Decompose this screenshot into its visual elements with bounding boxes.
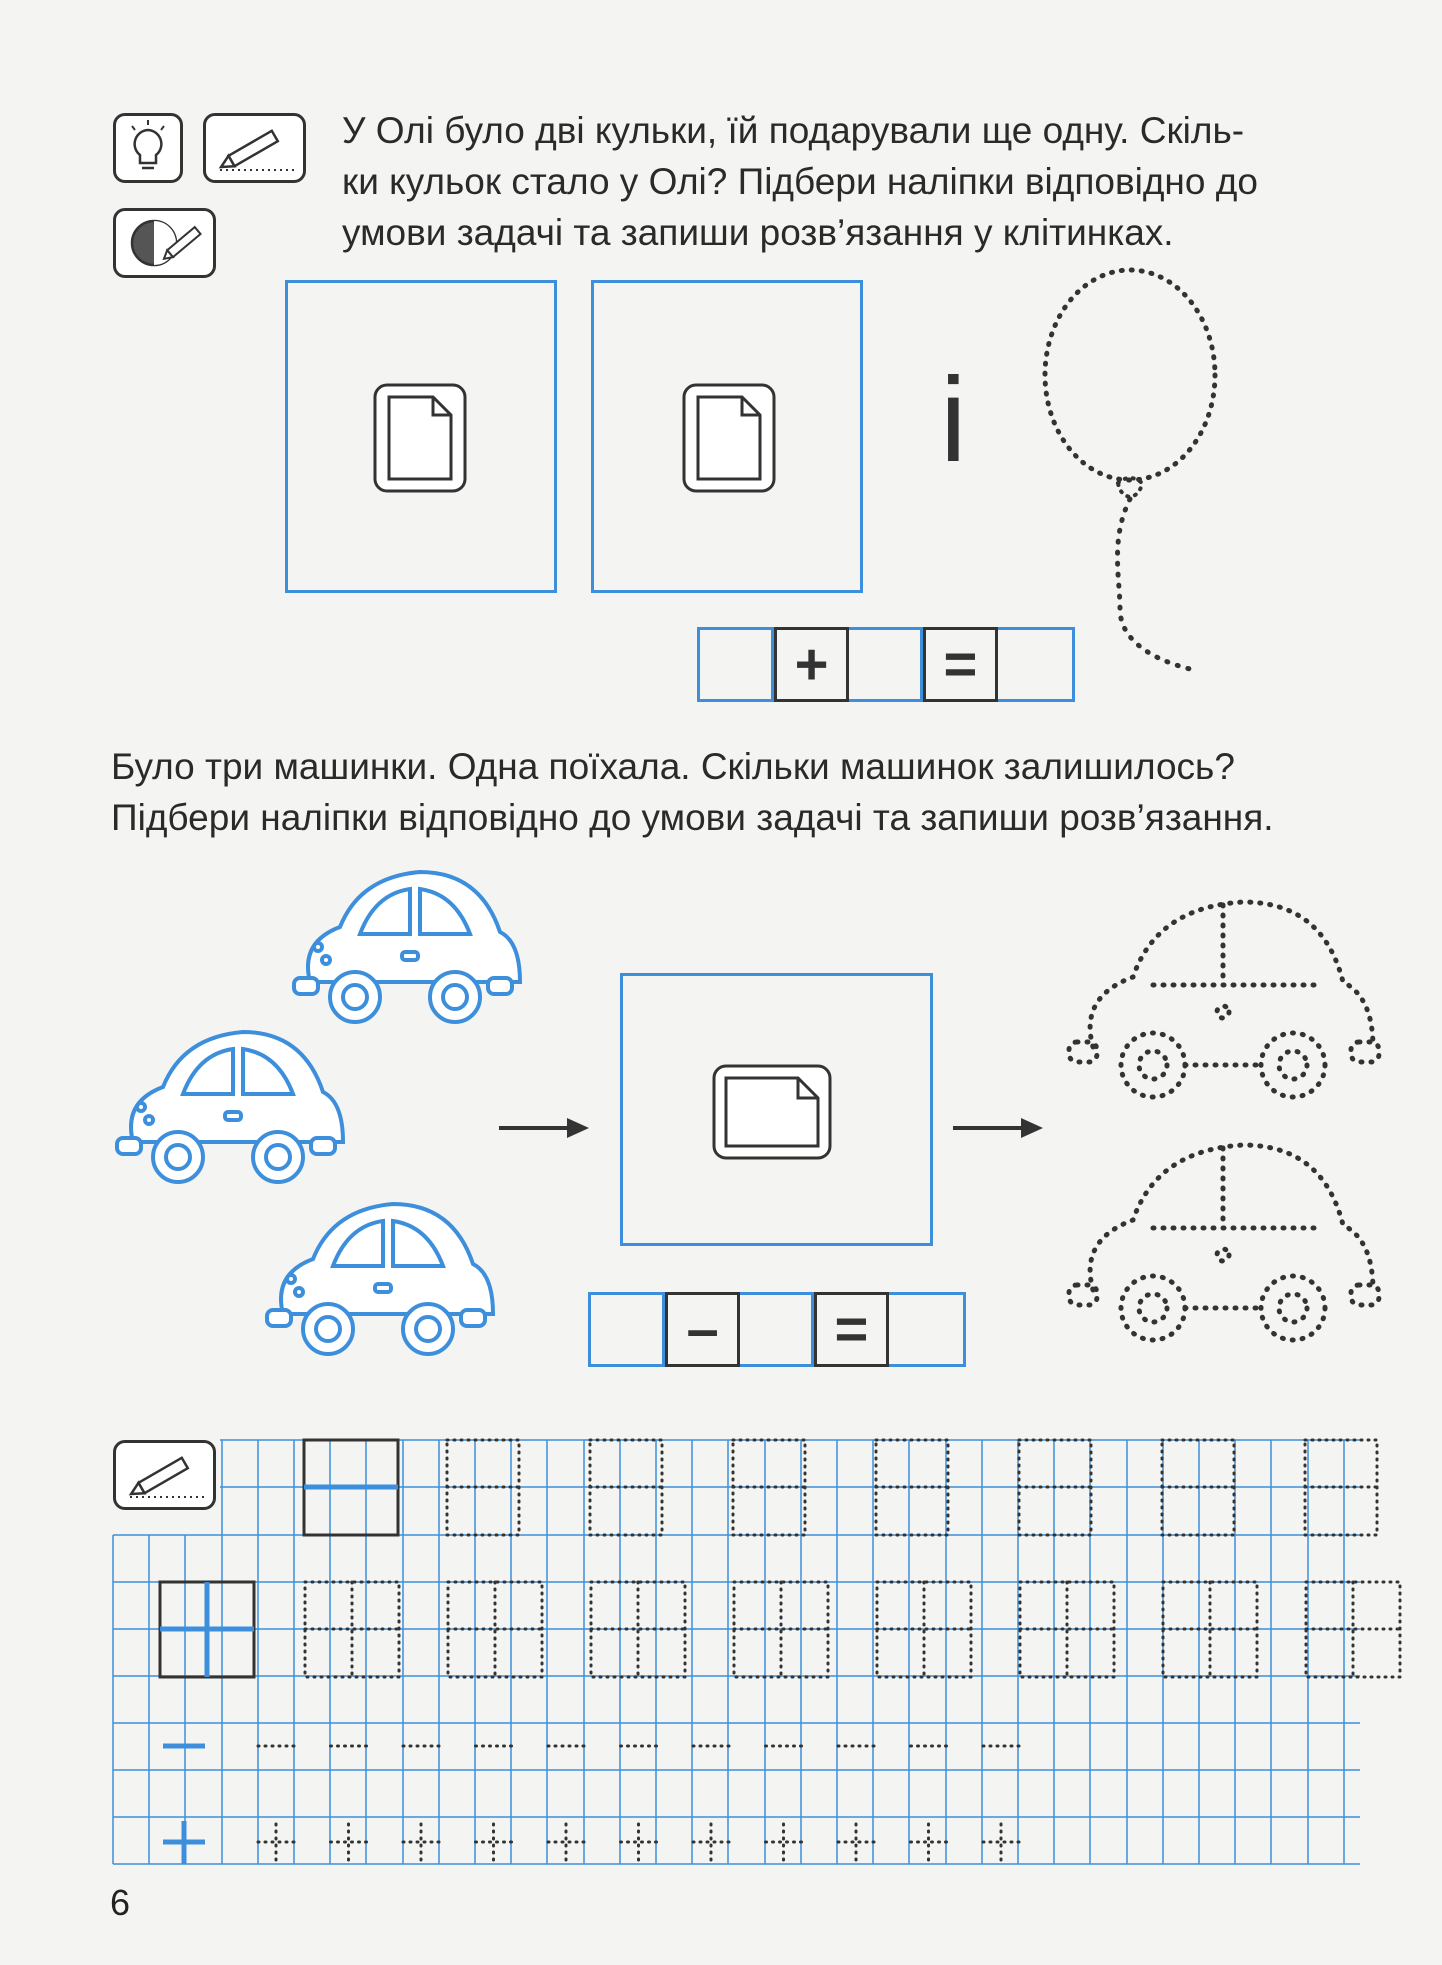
task1-line-1: У Олі було дві кульки, їй подарували ще одну. Скіль- [342, 110, 1245, 151]
equals-sign: = [814, 1292, 888, 1367]
task1-line-2: ки кульок стало у Олі? Підбери наліпки відповідно до [342, 161, 1258, 202]
task2-line-2: Підбери наліпки відповідно до умови задачі та запиши розв’язання. [111, 797, 1274, 838]
conjunction-letter: і [940, 353, 967, 487]
minus-sign: – [665, 1292, 739, 1367]
task1-line-3: умови задачі та запиши розв’язання у клітинках. [342, 212, 1174, 253]
page-number: 6 [110, 1882, 131, 1923]
task2-line-1: Було три машинки. Одна поїхала. Скільки машинок залишилось? [111, 746, 1235, 787]
equals-sign: = [923, 627, 997, 702]
plus-sign: + [774, 627, 848, 702]
